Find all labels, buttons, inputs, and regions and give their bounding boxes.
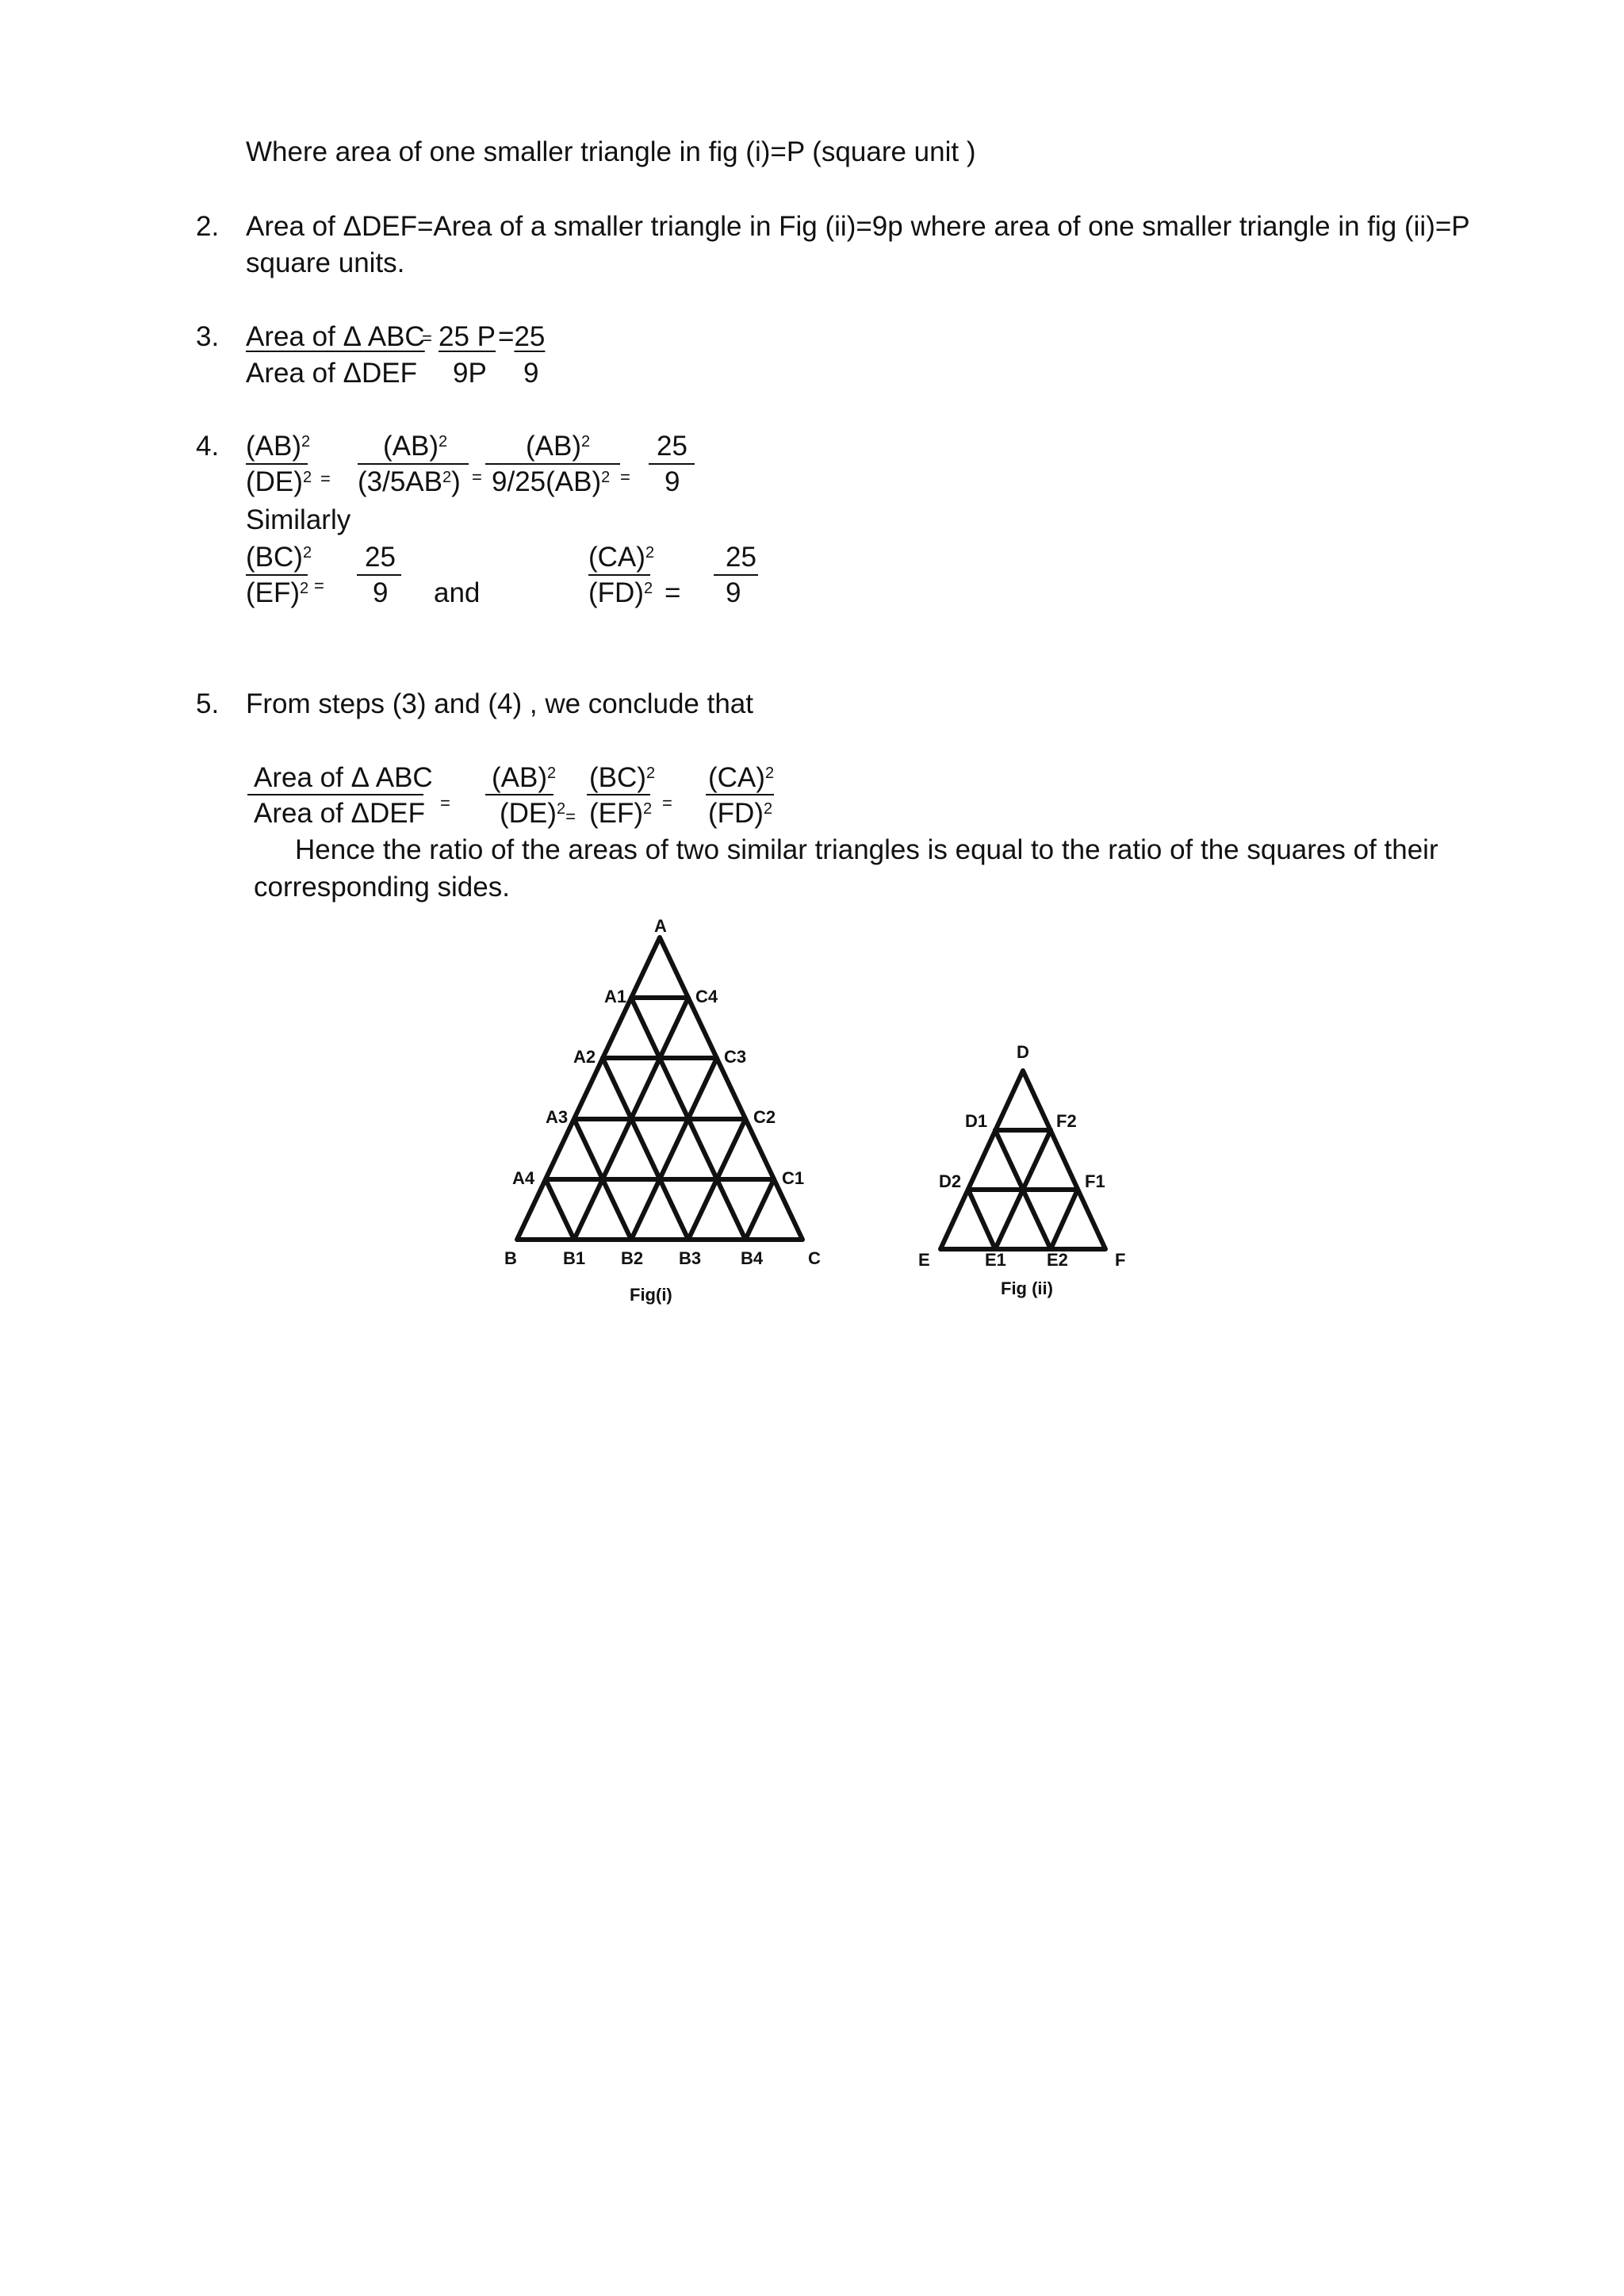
ef-squared: (EF)$^2$ bbox=[246, 577, 309, 608]
label-F1: F1 bbox=[1085, 1171, 1105, 1191]
ca-squared: (CA)$^2$ bbox=[588, 542, 655, 573]
step-2-number: 2. bbox=[196, 211, 220, 242]
label-F: F bbox=[1115, 1250, 1126, 1270]
fig-i-triangle bbox=[517, 937, 805, 1240]
ab-squared: (AB)$^2$ bbox=[526, 431, 591, 462]
de-squared: (DE)$^2$= bbox=[500, 798, 576, 829]
and-label: and bbox=[434, 577, 481, 608]
step-5-numerator: Area of Δ ABC bbox=[254, 762, 433, 793]
label-B3: B3 bbox=[679, 1248, 702, 1268]
label-C4: C4 bbox=[695, 987, 718, 1006]
label-E: E bbox=[918, 1250, 930, 1270]
step-4-number: 4. bbox=[196, 431, 220, 462]
label-A1: A1 bbox=[604, 987, 627, 1006]
denominator-9: 9 bbox=[665, 466, 680, 497]
label-A3: A3 bbox=[546, 1107, 569, 1127]
label-C3: C3 bbox=[724, 1047, 747, 1067]
numerator-25: 25 bbox=[657, 431, 688, 462]
similarly-label: Similarly bbox=[246, 504, 351, 535]
equals-sign: = bbox=[472, 467, 482, 487]
label-C: C bbox=[808, 1248, 821, 1268]
step-5-denominator: Area of ΔDEF bbox=[254, 798, 425, 829]
step-5-number: 5. bbox=[196, 688, 220, 719]
step-5-text: From steps (3) and (4) , we conclude that bbox=[246, 688, 753, 719]
de-squared: (DE)$^2$ bbox=[246, 466, 312, 497]
mid-denominator: $(3/5AB^2)$ bbox=[358, 466, 461, 497]
label-B4: B4 bbox=[741, 1248, 764, 1268]
numerator-25: 25 bbox=[365, 542, 396, 573]
denominator-9: 9 bbox=[726, 577, 741, 608]
fig-i-caption: Fig(i) bbox=[630, 1285, 672, 1305]
step-2-line-2: square units. bbox=[246, 247, 405, 278]
fd-squared: (FD)$^2$ bbox=[588, 577, 653, 608]
label-A2: A2 bbox=[573, 1047, 596, 1067]
ef-squared: (EF)$^2$ bbox=[589, 798, 653, 829]
equals-sign: = bbox=[662, 793, 672, 813]
label-C2: C2 bbox=[753, 1107, 776, 1127]
label-A: A bbox=[654, 916, 667, 936]
label-B2: B2 bbox=[621, 1248, 644, 1268]
label-D: D bbox=[1017, 1042, 1029, 1062]
step-2-line-1: Area of ΔDEF=Area of a smaller triangle in Fig (ii)=9p where area of one smaller triangle in fig (ii)=P bbox=[246, 211, 1470, 242]
step-3-fraction-1-numerator: 25 P bbox=[439, 321, 496, 352]
label-D2: D2 bbox=[939, 1171, 962, 1191]
ab-squared: (AB)$^2$ bbox=[383, 431, 448, 462]
step-3-fraction-2-denominator: 9 bbox=[523, 358, 539, 389]
denominator-9: 9 bbox=[373, 577, 389, 608]
ab-squared: (AB)$^2$ bbox=[492, 762, 557, 793]
intro-text: Where area of one smaller triangle in fig (i)=P (square unit ) bbox=[246, 136, 976, 167]
step-3-fraction-1-denominator: 9P bbox=[453, 358, 487, 389]
bc-squared: (BC)$^2$ bbox=[589, 762, 656, 793]
step-3-number: 3. bbox=[196, 321, 220, 352]
label-B: B bbox=[504, 1248, 517, 1268]
label-C1: C1 bbox=[782, 1168, 805, 1188]
label-A4: A4 bbox=[512, 1168, 535, 1188]
step-3-denominator: Area of ΔDEF bbox=[246, 358, 417, 389]
ca-squared: (CA)$^2$ bbox=[708, 762, 775, 793]
conclusion-line-1: Hence the ratio of the areas of two similar triangles is equal to the ratio of the squares of their bbox=[295, 834, 1438, 865]
fig-ii-caption: Fig (ii) bbox=[1001, 1278, 1053, 1298]
third-denominator: 9/25(AB)$^2$ bbox=[492, 466, 611, 497]
step-3-numerator: Area of Δ ABC bbox=[246, 321, 425, 352]
fig-ii-triangle bbox=[940, 1071, 1105, 1249]
equals-sign: = bbox=[620, 467, 630, 487]
equals-sign: = bbox=[440, 793, 450, 813]
equals-sign: = bbox=[665, 577, 681, 608]
label-E2: E2 bbox=[1047, 1250, 1068, 1270]
equals-sign: = bbox=[314, 576, 324, 596]
fd-squared: (FD)$^2$ bbox=[708, 798, 773, 829]
bc-squared: (BC)$^2$ bbox=[246, 542, 312, 573]
label-D1: D1 bbox=[965, 1111, 988, 1131]
conclusion-line-2: corresponding sides. bbox=[254, 872, 510, 903]
label-F2: F2 bbox=[1056, 1111, 1077, 1131]
label-B1: B1 bbox=[563, 1248, 586, 1268]
ab-squared: (AB)$^2$ bbox=[246, 431, 311, 462]
step-3-equals-2: =25 bbox=[498, 321, 546, 352]
numerator-25: 25 bbox=[726, 542, 756, 573]
step-3-equals: = bbox=[422, 328, 432, 348]
label-E1: E1 bbox=[985, 1250, 1006, 1270]
equals-sign: = bbox=[320, 469, 331, 489]
